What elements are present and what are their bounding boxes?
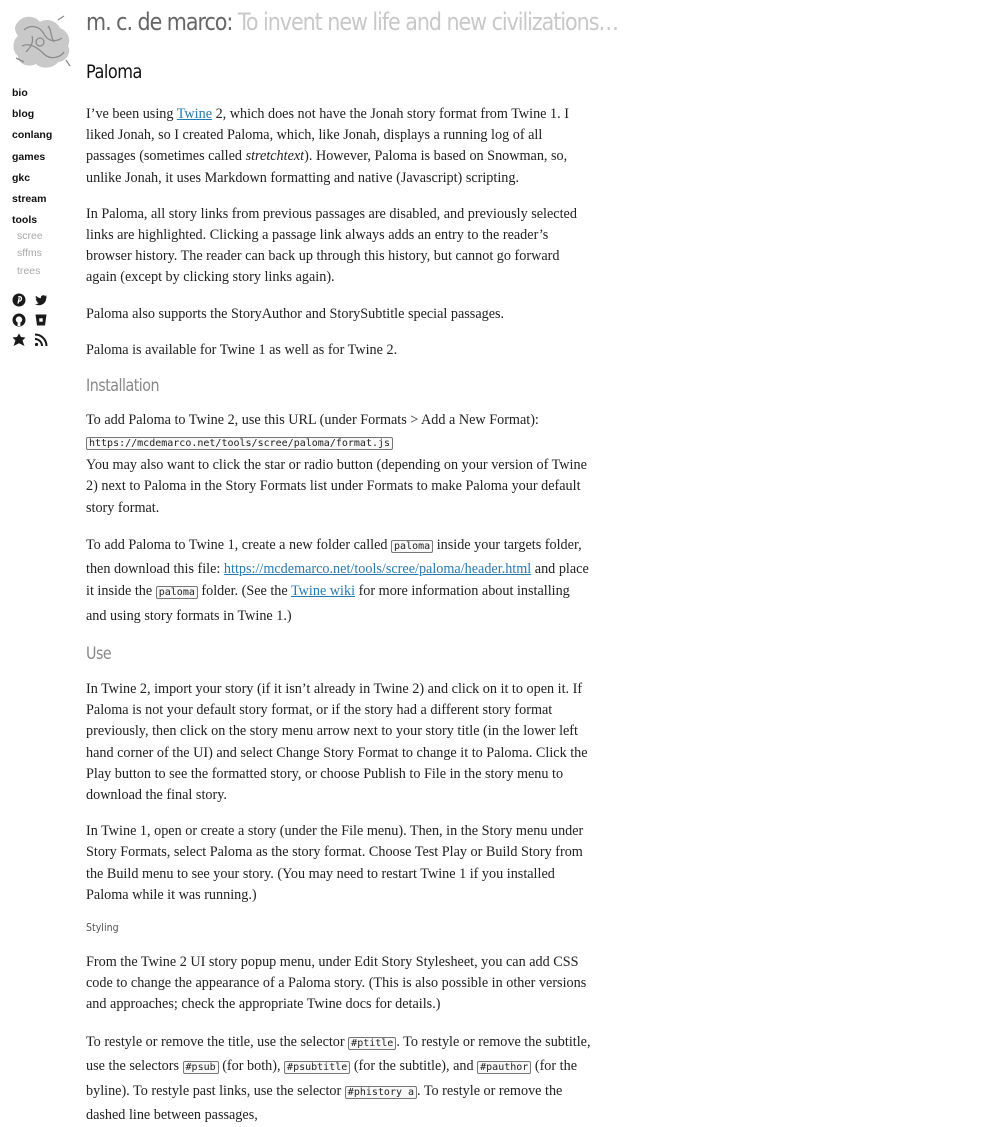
install-paragraph-2: You may also want to click the star or radio button (depending on your version of Twine 2) next to Paloma in the Story Formats list under Formats to make Paloma your default story format.: [86, 457, 587, 516]
text-fragment: (for the subtitle), and: [350, 1058, 478, 1075]
sidebar-item-bio[interactable]: bio: [12, 87, 28, 99]
site-logo[interactable]: [10, 12, 74, 70]
rss-icon[interactable]: [34, 333, 48, 347]
text-fragment: (for both),: [218, 1058, 285, 1075]
sidebar-subitem-trees[interactable]: trees: [17, 264, 41, 277]
intro-paragraph-2: In Paloma, all story links from previous passages are disabled, and previously selected links are highlighted. Clicking a passage link always adds an entry to the reader’s browser history. The reader can back up through this history, but cannot go forward again (except by clicking story links again).: [86, 205, 577, 286]
sidebar-item-gkc[interactable]: gkc: [12, 171, 31, 184]
sidebar-item-blog[interactable]: blog: [12, 108, 35, 121]
text-fragment: for more information about installing and using story formats in Twine 1.): [86, 583, 570, 624]
article: [86, 58, 592, 1127]
text-fragment: inside your targets folder, then download this file:: [86, 536, 582, 578]
use-paragraph-2: In Twine 1, open or create a story (under the File menu). Then, in the Story menu under Story Formats, select Paloma as the story format. Choose Test Play or Build Story from the Build menu to see your story. (You may need to restart Twine 1 if you installed Paloma while it was running.): [86, 823, 584, 903]
phistory-selector-code: #phistory a: [345, 1086, 417, 1099]
pinterest-icon[interactable]: [12, 293, 26, 307]
text-fragment: ). However, Paloma is based on Snowman, so, unlike Jonah, it uses Markdown formatting and native (Javascript) scripting.: [86, 148, 568, 186]
sidebar-subitem-sffms[interactable]: sffms: [17, 247, 42, 260]
install-paragraph-1: To add Paloma to Twine 2, use this URL (under Formats > Add a New Format):: [86, 412, 539, 429]
text-fragment: I’ve been using: [86, 106, 177, 122]
text-fragment: (for the byline). To restyle past links, use the selector: [86, 1058, 578, 1099]
psub-selector-code: #psub: [183, 1061, 219, 1074]
intro-paragraph-4: Paloma is available for Twine 1 as well as for Twine 2.: [86, 341, 398, 358]
text-fragment: To restyle or remove the title, use the selector: [86, 1033, 349, 1050]
text-fragment: and place it inside the: [86, 561, 589, 600]
use-paragraph-1: In Twine 2, import your story (if it isn’t already in Twine 2) and click on it to open it. If Paloma is not your default story format, or if the story had a different story format previously, then click on the story menu arrow next to your story title (in the lower left hand corner of the UI) and select Change Story Format to change it to Paloma. Click the Play button to see the formatted story, or choose Publish to File in the story menu to download the final story.: [86, 681, 588, 804]
install-paragraph-3: [86, 534, 592, 627]
header-file-link[interactable]: https://mcdemarco.net/tools/scree/paloma/header.html: [223, 561, 532, 578]
sidebar-item-stream[interactable]: stream: [12, 192, 47, 205]
styling-paragraph-2: [86, 1031, 592, 1127]
psubtitle-selector-code: #psubtitle: [284, 1061, 350, 1074]
format-url-code[interactable]: https://mcdemarco.net/tools/scree/paloma/format.js: [86, 437, 393, 450]
sidebar-item-games[interactable]: games: [12, 150, 46, 163]
text-fragment: folder. (See the: [197, 583, 291, 600]
intro-paragraph-3: Paloma also supports the StoryAuthor and StorySubtitle special passages.: [86, 305, 505, 322]
section-heading-installation: Installation: [86, 376, 160, 397]
section-heading-styling: Styling: [86, 921, 119, 935]
sidebar-item-tools[interactable]: tools: [12, 214, 38, 227]
bitbucket-icon[interactable]: [34, 313, 48, 327]
sidebar-nav: [12, 86, 74, 281]
twine-link[interactable]: Twine: [176, 106, 213, 122]
stretchtext-term: stretchtext: [245, 148, 305, 165]
sidebar-subitem-scree[interactable]: scree: [17, 230, 43, 243]
paloma-folder-code: paloma: [391, 540, 433, 553]
sidebar-item-conlang[interactable]: conlang: [12, 129, 53, 142]
twine-wiki-link[interactable]: Twine wiki: [291, 583, 356, 600]
install-url-line: [86, 431, 592, 455]
ptitle-selector-code: #ptitle: [348, 1037, 396, 1050]
puzzle-icon[interactable]: [12, 333, 26, 347]
site-header: [86, 8, 619, 36]
github-icon[interactable]: [12, 313, 26, 327]
page-title: Paloma: [86, 61, 142, 83]
section-heading-use: Use: [86, 644, 112, 665]
paloma-folder-code: paloma: [156, 586, 198, 599]
text-fragment: . To restyle or remove the subtitle, use the selectors: [86, 1033, 591, 1075]
site-author-name[interactable]: m. c. de marco:: [86, 8, 233, 36]
social-links: [12, 290, 52, 350]
pauthor-selector-code: #pauthor: [477, 1061, 531, 1074]
text-fragment: 2, which does not have the Jonah story format from Twine 1. I liked Jonah, so I created Paloma, which, like Jonah, displays a running log of all passages (sometimes called: [86, 106, 569, 165]
text-fragment: To add Paloma to Twine 1, create a new folder called: [86, 536, 392, 553]
text-fragment: . To restyle or remove the dashed line between passages,: [86, 1082, 563, 1124]
twitter-icon[interactable]: [34, 293, 48, 307]
intro-paragraph-1: [86, 104, 592, 189]
styling-paragraph-1: From the Twine 2 UI story popup menu, under Edit Story Stylesheet, you can add CSS code to change the appearance of a Paloma story. (This is also possible in other versions and approaches; check the appropriate Twine docs for details.): [86, 954, 587, 1013]
site-tagline: To invent new life and new civilizations…: [237, 8, 619, 36]
